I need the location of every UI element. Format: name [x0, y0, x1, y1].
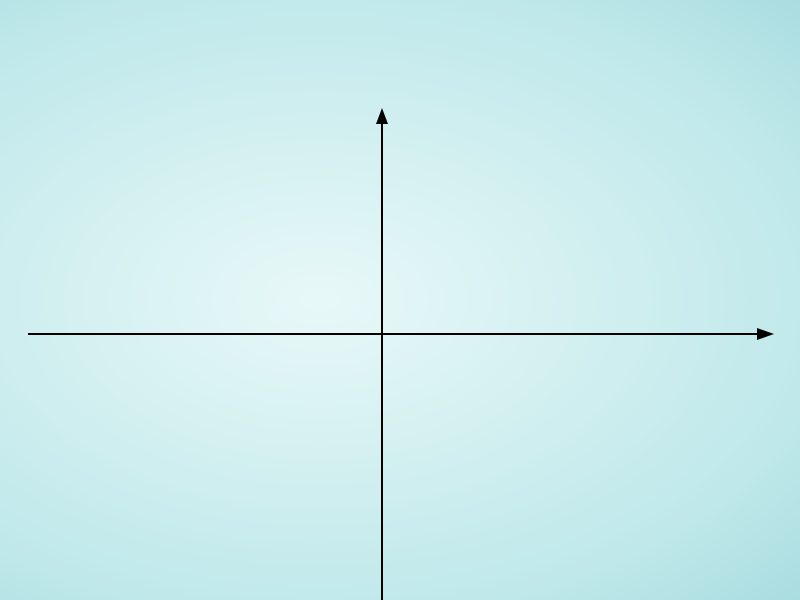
y-axis-arrow: [376, 108, 388, 124]
x-axis-arrow: [757, 328, 774, 340]
axes: [28, 108, 774, 600]
